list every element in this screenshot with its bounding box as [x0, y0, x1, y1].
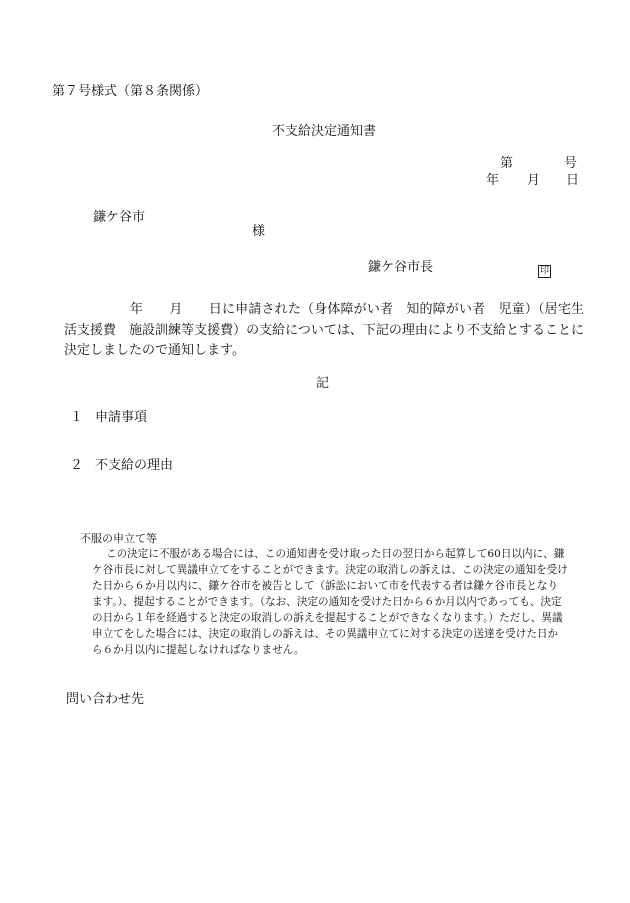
- document-number-prefix: 第: [500, 156, 514, 171]
- seal-mark: 印: [539, 266, 549, 276]
- issuer-name: 鎌ケ谷市長: [368, 260, 434, 275]
- appeal-text-content: この決定に不服がある場合には、この通知書を受け取った日の翌日から起算して60日以内に、鎌ケ谷市長に対して異議申立てをすることができます。決定の取消しの訴えは、この決定の通知を受けた日から６か月以内に、鎌ケ谷市を被告として（訴訟において市を代表する者は鎌ケ谷市長となります。）、提起することができます。（なお、決定の通知を受けた日から６か月以内であっても、決定の日から１年を経過すると決定の取消しの訴えを提起することができなくなります。）ただし、異議申立てをした場合には、決定の取消しの訴えは、その異議申立てに対する決定の送達を受けた日から６か月以内に提起しなければなりません。: [92, 548, 568, 656]
- item2-label: 不支給の理由: [95, 458, 174, 473]
- document-title: 不支給決定通知書: [272, 124, 377, 139]
- appeal-heading: 不服の申立て等: [80, 532, 157, 545]
- appeal-text: [92, 546, 568, 658]
- date-day: 日: [566, 173, 580, 188]
- document-number-suffix: 号: [564, 156, 578, 171]
- item1-label: 申請事項: [95, 410, 148, 425]
- item1-number: １: [70, 410, 84, 425]
- date-month: 月: [527, 173, 541, 188]
- item2-number: ２: [70, 458, 84, 473]
- contact-label: 問い合わせ先: [66, 692, 145, 707]
- body-paragraph: 年 月 日に申請された（身体障がい者 知的障がい者 児童）（居宅生活支援費 施設訓練等支援費）の支給については、下記の理由により不支給とすることに決定しましたので通知します。: [64, 302, 584, 358]
- recipient-honorific: 様: [252, 224, 266, 239]
- ki-heading: 記: [316, 376, 330, 391]
- recipient-city: 鎌ケ谷市: [93, 210, 146, 225]
- date-year: 年: [486, 173, 500, 188]
- form-number: 第７号様式（第８条関係）: [52, 84, 209, 99]
